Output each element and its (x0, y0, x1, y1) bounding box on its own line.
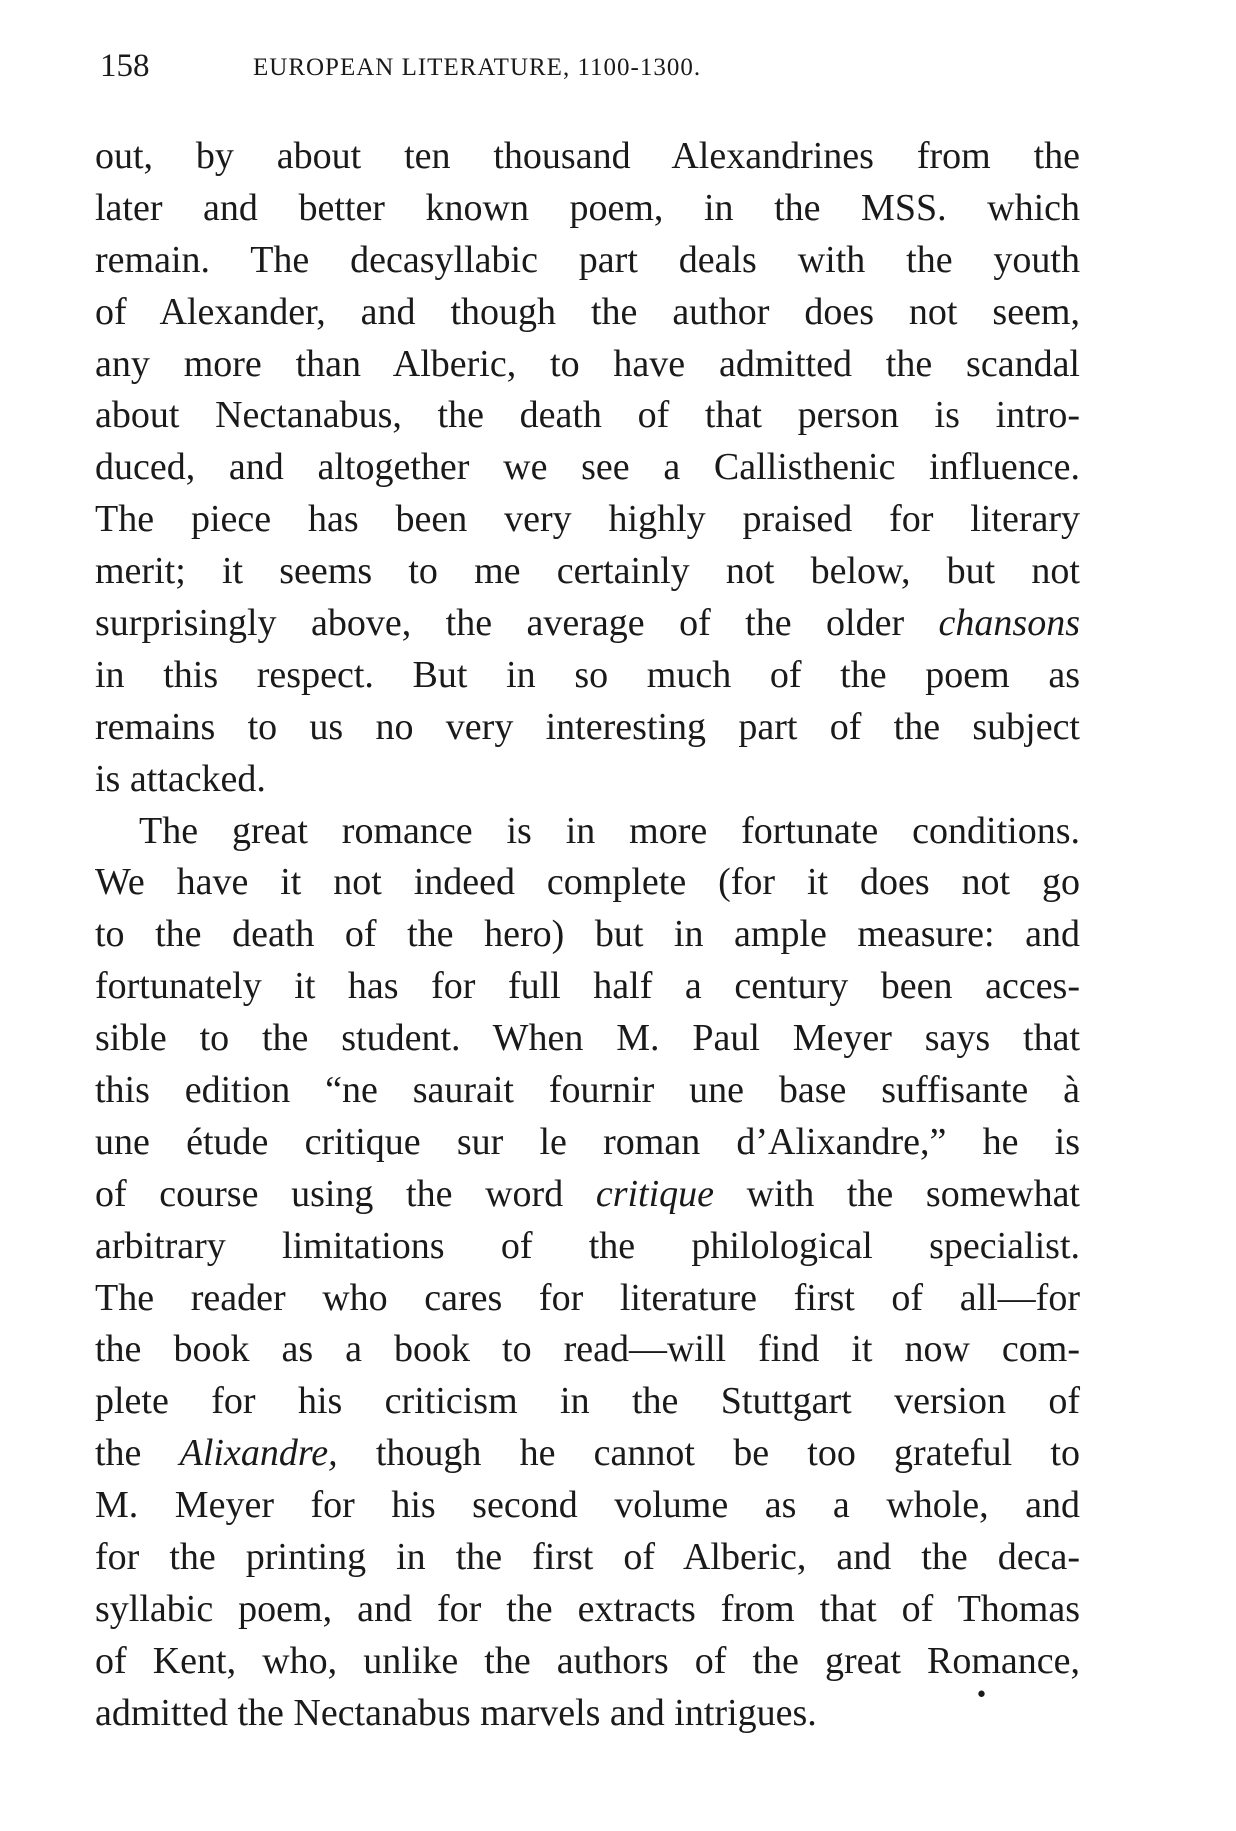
line-text: of course using the word (95, 1172, 596, 1215)
text-line: merit; it seems to me certainly not below, but not (95, 550, 1080, 593)
text-line: une étude critique sur le roman d’Alixandre,” he is (95, 1120, 1080, 1163)
text-line: about Nectanabus, the death of that person is intro- (95, 394, 1080, 437)
text-line: sible to the student. When M. Paul Meyer says that (95, 1017, 1080, 1060)
text-line: duced, and altogether we see a Callisthenic influence. (95, 446, 1080, 489)
text-line: remain. The decasyllabic part deals with the youth (95, 238, 1080, 281)
running-head (100, 44, 890, 88)
text-line: The great romance is in more fortunate conditions. (139, 809, 1080, 852)
text-line (95, 1428, 1080, 1480)
text-line: later and better known poem, in the MSS. which (95, 186, 1080, 229)
text-line: admitted the Nectanabus marvels and intrigues. (95, 1691, 817, 1734)
ink-speck: • (975, 1683, 988, 1708)
body-text (95, 131, 1080, 1740)
text-line: is attacked. (95, 757, 266, 800)
text-line: The piece has been very highly praised for literary (95, 498, 1080, 541)
text-line: any more than Alberic, to have admitted the scandal (95, 342, 1080, 385)
text-line: M. Meyer for his second volume as a whole, and (95, 1484, 1080, 1527)
text-line: this edition “ne saurait fournir une base suffisante à (95, 1069, 1080, 1112)
text-line: remains to us no very interesting part of the subject (95, 705, 1080, 748)
text-line: of Alexander, and though the author does not seem, (95, 290, 1080, 333)
italic-word: critique (595, 1172, 715, 1215)
line-text: with the somewhat (714, 1172, 1080, 1215)
text-line: The reader who cares for literature first of all—for (95, 1276, 1080, 1319)
text-line: fortunately it has for full half a century been acces- (95, 965, 1080, 1008)
text-line: for the printing in the first of Alberic, and the deca- (95, 1536, 1080, 1579)
text-line: out, by about ten thousand Alexandrines from the (95, 135, 1080, 177)
text-line: of Kent, who, unlike the authors of the great Romance, (95, 1639, 1080, 1682)
text-line: in this respect. But in so much of the poem as (95, 653, 1080, 696)
text-line (95, 1169, 1080, 1221)
text-line: syllabic poem, and for the extracts from that of Thomas (95, 1587, 1080, 1630)
page-number: 158 (100, 48, 150, 84)
text-line: to the death of the hero) but in ample measure: and (95, 913, 1080, 956)
text-line: the book as a book to read—will find it now com- (95, 1328, 1080, 1371)
text-line: arbitrary limitations of the philological specialist. (95, 1224, 1080, 1267)
text-line (95, 598, 1080, 650)
text-line: plete for his criticism in the Stuttgart version of (95, 1380, 1080, 1423)
text-line: We have it not indeed complete (for it does not go (95, 861, 1080, 904)
line-text: surprisingly above, the average of the older (95, 602, 939, 645)
line-text: though he cannot be too grateful to (337, 1432, 1080, 1475)
italic-word: Alixandre, (179, 1432, 338, 1475)
running-title: EUROPEAN LITERATURE, 1100-1300. (253, 54, 702, 81)
line-text: the (95, 1432, 180, 1475)
italic-word: chansons (938, 602, 1080, 645)
